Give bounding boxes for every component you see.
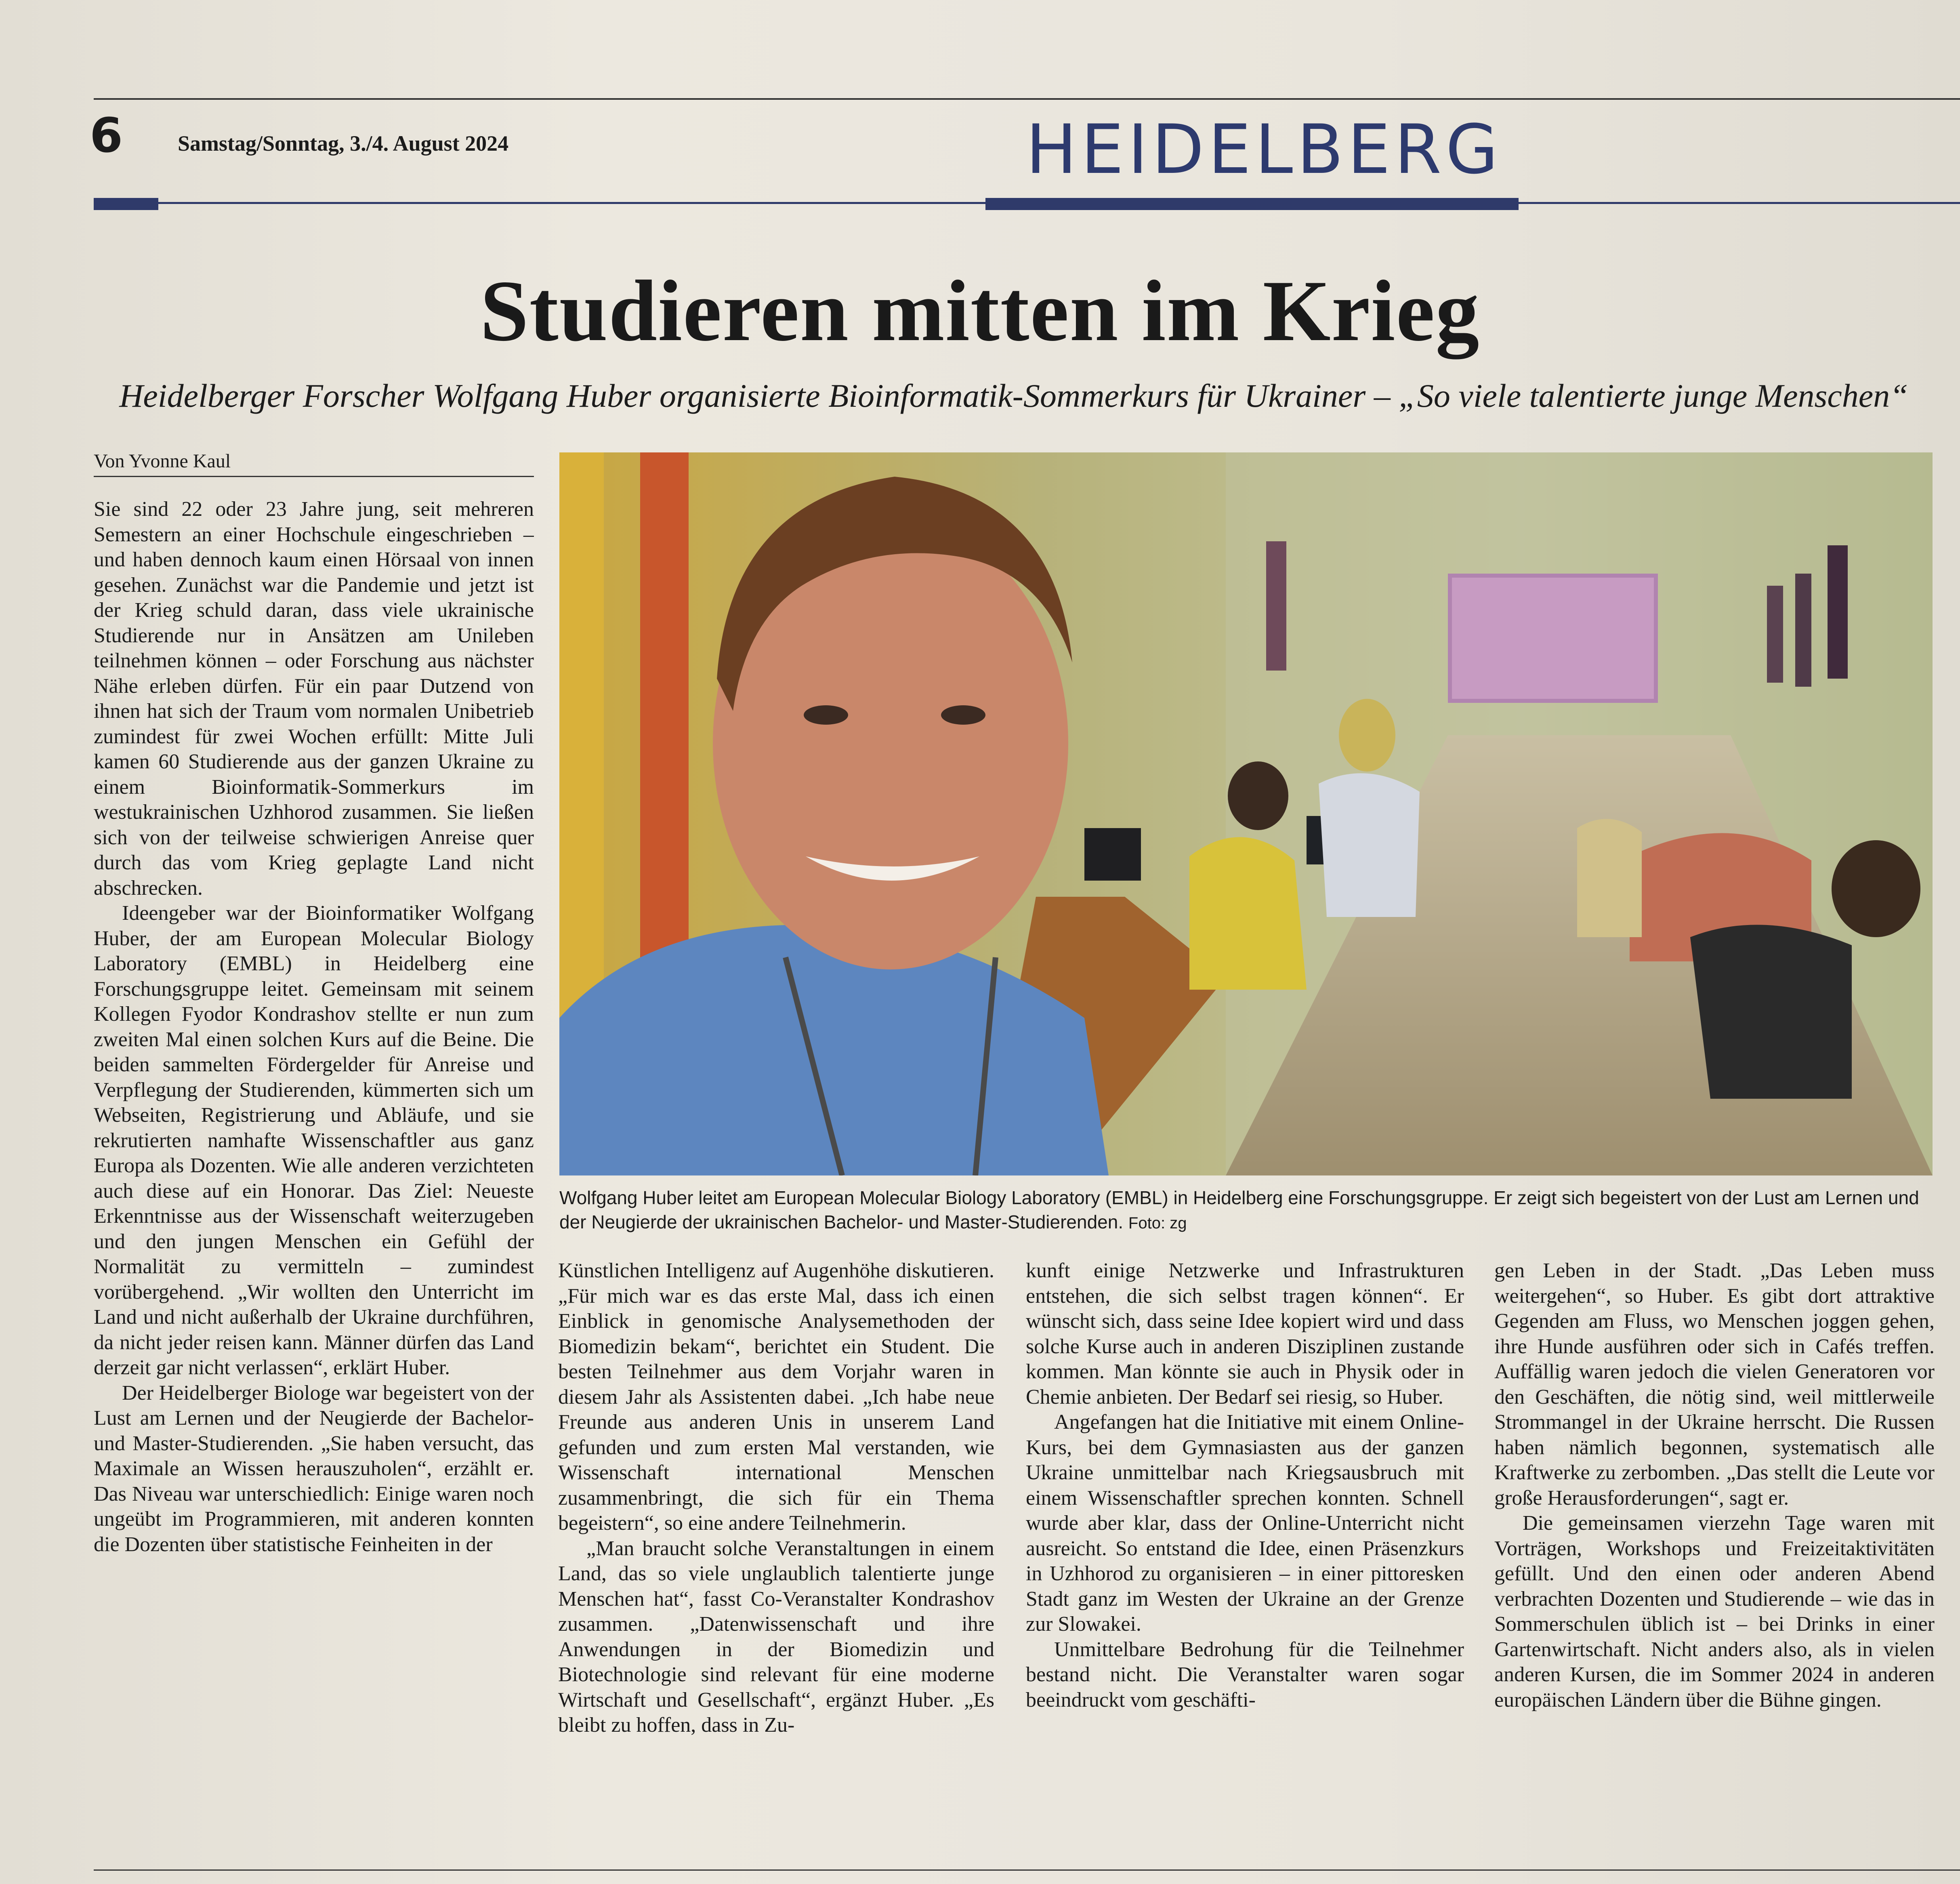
byline-rule — [94, 476, 534, 477]
photo-illustration — [559, 452, 1933, 1175]
header-band-center — [985, 198, 1519, 210]
header-band-left — [94, 198, 158, 210]
page-number: 6 — [90, 107, 123, 163]
photo-caption — [559, 1186, 1941, 1235]
article-byline: Von Yvonne Kaul — [94, 450, 231, 472]
paragraph: Künstlichen Intelligenz auf Augenhöhe diskutieren. „Für mich war es das erste Mal, dass ich einen Einblick in genomische Analysemethoden der Biomedizin bekam“, berichtet ein Student. Die besten Teilnehmer aus dem Vorjahr waren in diesem Jahr als Assistenten dabei. „Ich habe neue Freunde aus anderen Unis in unserem Land gefunden und zum ersten Mal verstanden, wie Wissenschaft international Menschen zusammenbringt, die sich für ein Thema begeistern“, so eine andere Teilnehmerin. — [558, 1259, 994, 1535]
paragraph: Die gemeinsamen vierzehn Tage waren mit Vorträgen, Workshops und Freizeitaktivitäten gefüllt. Und den einen oder anderen Abend verbrachten Dozenten und Studierende – wie das in Sommerschulen üblich ist – bei Drinks in einer Gartenwirtschaft. Nicht anders also, als in vielen anderen Kursen, die im Sommer 2024 in anderen europäischen Ländern über die Bühne gingen. — [1494, 1512, 1935, 1712]
paragraph: Sie sind 22 oder 23 Jahre jung, seit mehreren Semestern an einer Hochschule eingeschrieben – und haben dennoch kaum einen Hörsaal von innen gesehen. Zunächst war die Pandemie und jetzt ist der Krieg schuld daran, dass viele ukrainische Studierende nur in Ansätzen am Unileben teilnehmen können – oder Forschung aus nächster Nähe erleben dürfen. Für ein paar Dutzend von ihnen hat sich der Traum vom normalen Unibetrieb zumindest für zwei Wochen erfüllt: Mitte Juli kamen 60 Studierende aus der ganzen Ukraine zu einem Bioinformatik-Sommerkurs im westukrainischen Uzhhorod zusammen. Sie ließen sich von der teilweise schwierigen Anreise quer durch das vom Krieg geplagte Land nicht abschrecken. — [94, 498, 534, 900]
paragraph: Der Heidelberger Biologe war begeistert von der Lust am Lernen und der Neugierde der Bachelor- und Master-Studierenden. „Sie haben versucht, das Maximale an Wissen herauszuholen“, erzählt er. Das Niveau war unterschiedlich: Einige waren noch ungeübt im Programmieren, mit anderen konnten die Dozenten über statistische Feinheiten in der — [94, 1381, 534, 1556]
paragraph: „Man braucht solche Veranstaltungen in einem Land, das so viele unglaublich talentierte junge Menschen hat“, fasst Co-Veranstalter Kondrashov zusammen. „Datenwissenschaft und ihre Anwendungen in der Biomedizin und Biotechnologie sind relevant für eine moderne Wirtschaft und Gesellschaft“, ergänzt Huber. „Es bleibt zu hoffen, dass in Zu- — [558, 1537, 994, 1737]
article-photo — [559, 452, 1933, 1175]
issue-date: Samstag/Sonntag, 3./4. August 2024 — [178, 131, 509, 156]
caption-text: Wolfgang Huber leitet am European Molecular Biology Laboratory (EMBL) in Heidelberg eine Forschungsgruppe. Er zeigt sich begeistert von der Lust am Lernen und der Neugierde der ukrainischen Bachelor- und Master-Studierenden. — [559, 1187, 1919, 1232]
footer-rule — [94, 1869, 1960, 1871]
header-top-rule — [94, 98, 1960, 100]
text-column-2 — [558, 1258, 994, 1854]
paragraph: Angefangen hat die Initiative mit einem Online-Kurs, bei dem Gymnasiasten aus der ganzen Ukraine unmittelbar nach Kriegsausbruch mit einem Wissenschaftler sprechen konnten. Schnell wurde aber klar, dass der Online-Unterricht nicht ausreicht. So entstand die Idee, einen Präsenzkurs in Uzhhorod zu organisieren – in einer pittoresken Stadt ganz im Westen der Ukraine an der Grenze zur Slowakei. — [1026, 1411, 1464, 1636]
paragraph: Unmittelbare Bedrohung für die Teilnehmer bestand nicht. Die Veranstalter waren sogar beeindruckt vom geschäfti- — [1026, 1638, 1464, 1712]
text-column-1 — [94, 497, 534, 1854]
text-column-3 — [1026, 1258, 1464, 1854]
paragraph: Ideengeber war der Bioinformatiker Wolfgang Huber, der am European Molecular Biology Laboratory (EMBL) in Heidelberg eine Forschungsgruppe leitet. Gemeinsam mit seinem Kollegen Fyodor Kondrashov stellte er nun zum zweiten Mal einen solchen Kurs auf die Beine. Die beiden sammelten Fördergelder für Anreise und Verpflegung der Studierenden, kümmerten sich um Webseiten, Registrierung und Abläufe, und sie rekrutierten namhafte Wissenschaftler aus ganz Europa als Dozenten. Wie alle anderen verzichteten auch diese auf ein Honorar. Das Ziel: Neueste Erkenntnisse aus der Wissenschaft weiterzugeben und den jungen Menschen ein Gefühl der Normalität zu vermitteln – zumindest vorübergehend. „Wir wollten den Unterricht im Land und nicht außerhalb der Ukraine durchführen, da nicht jeder reisen kann. Männer dürfen das Land derzeit gar nicht verlassen“, erklärt Huber. — [94, 902, 534, 1379]
photo-credit: Foto: zg — [1128, 1214, 1187, 1232]
section-title: HEIDELBERG — [1026, 110, 1502, 189]
article-subheadline: Heidelberger Forscher Wolfgang Huber organisierte Bioinformatik-Sommerkurs für Ukrainer – „So viele talentierte junge Menschen“ — [119, 377, 1908, 414]
article-headline: Studieren mitten im Krieg — [480, 263, 1480, 359]
paragraph: gen Leben in der Stadt. „Das Leben muss weitergehen“, so Huber. Es gibt dort attraktive Gegenden am Fluss, wo Menschen joggen gehen, ihre Hunde ausführen oder sich in Cafés treffen. Auffällig waren jedoch die vielen Generatoren vor den Geschäften, die nötig sind, weil mittlerweile Strommangel in der Ukraine herrscht. Die Russen haben nämlich begonnen, systematisch alle Kraftwerke zu zerbomben. „Das stellt die Leute vor große Herausforderungen“, sagt er. — [1494, 1259, 1935, 1510]
text-column-4 — [1494, 1258, 1935, 1854]
paragraph: kunft einige Netzwerke und Infrastrukturen entstehen, die sich selbst tragen können“. Er wünscht sich, dass seine Idee kopiert wird und dass solche Kurse auch in anderen Disziplinen zustande kommen. Man könnte sie auch in Physik oder in Chemie anbieten. Der Bedarf sei riesig, so Huber. — [1026, 1259, 1464, 1409]
